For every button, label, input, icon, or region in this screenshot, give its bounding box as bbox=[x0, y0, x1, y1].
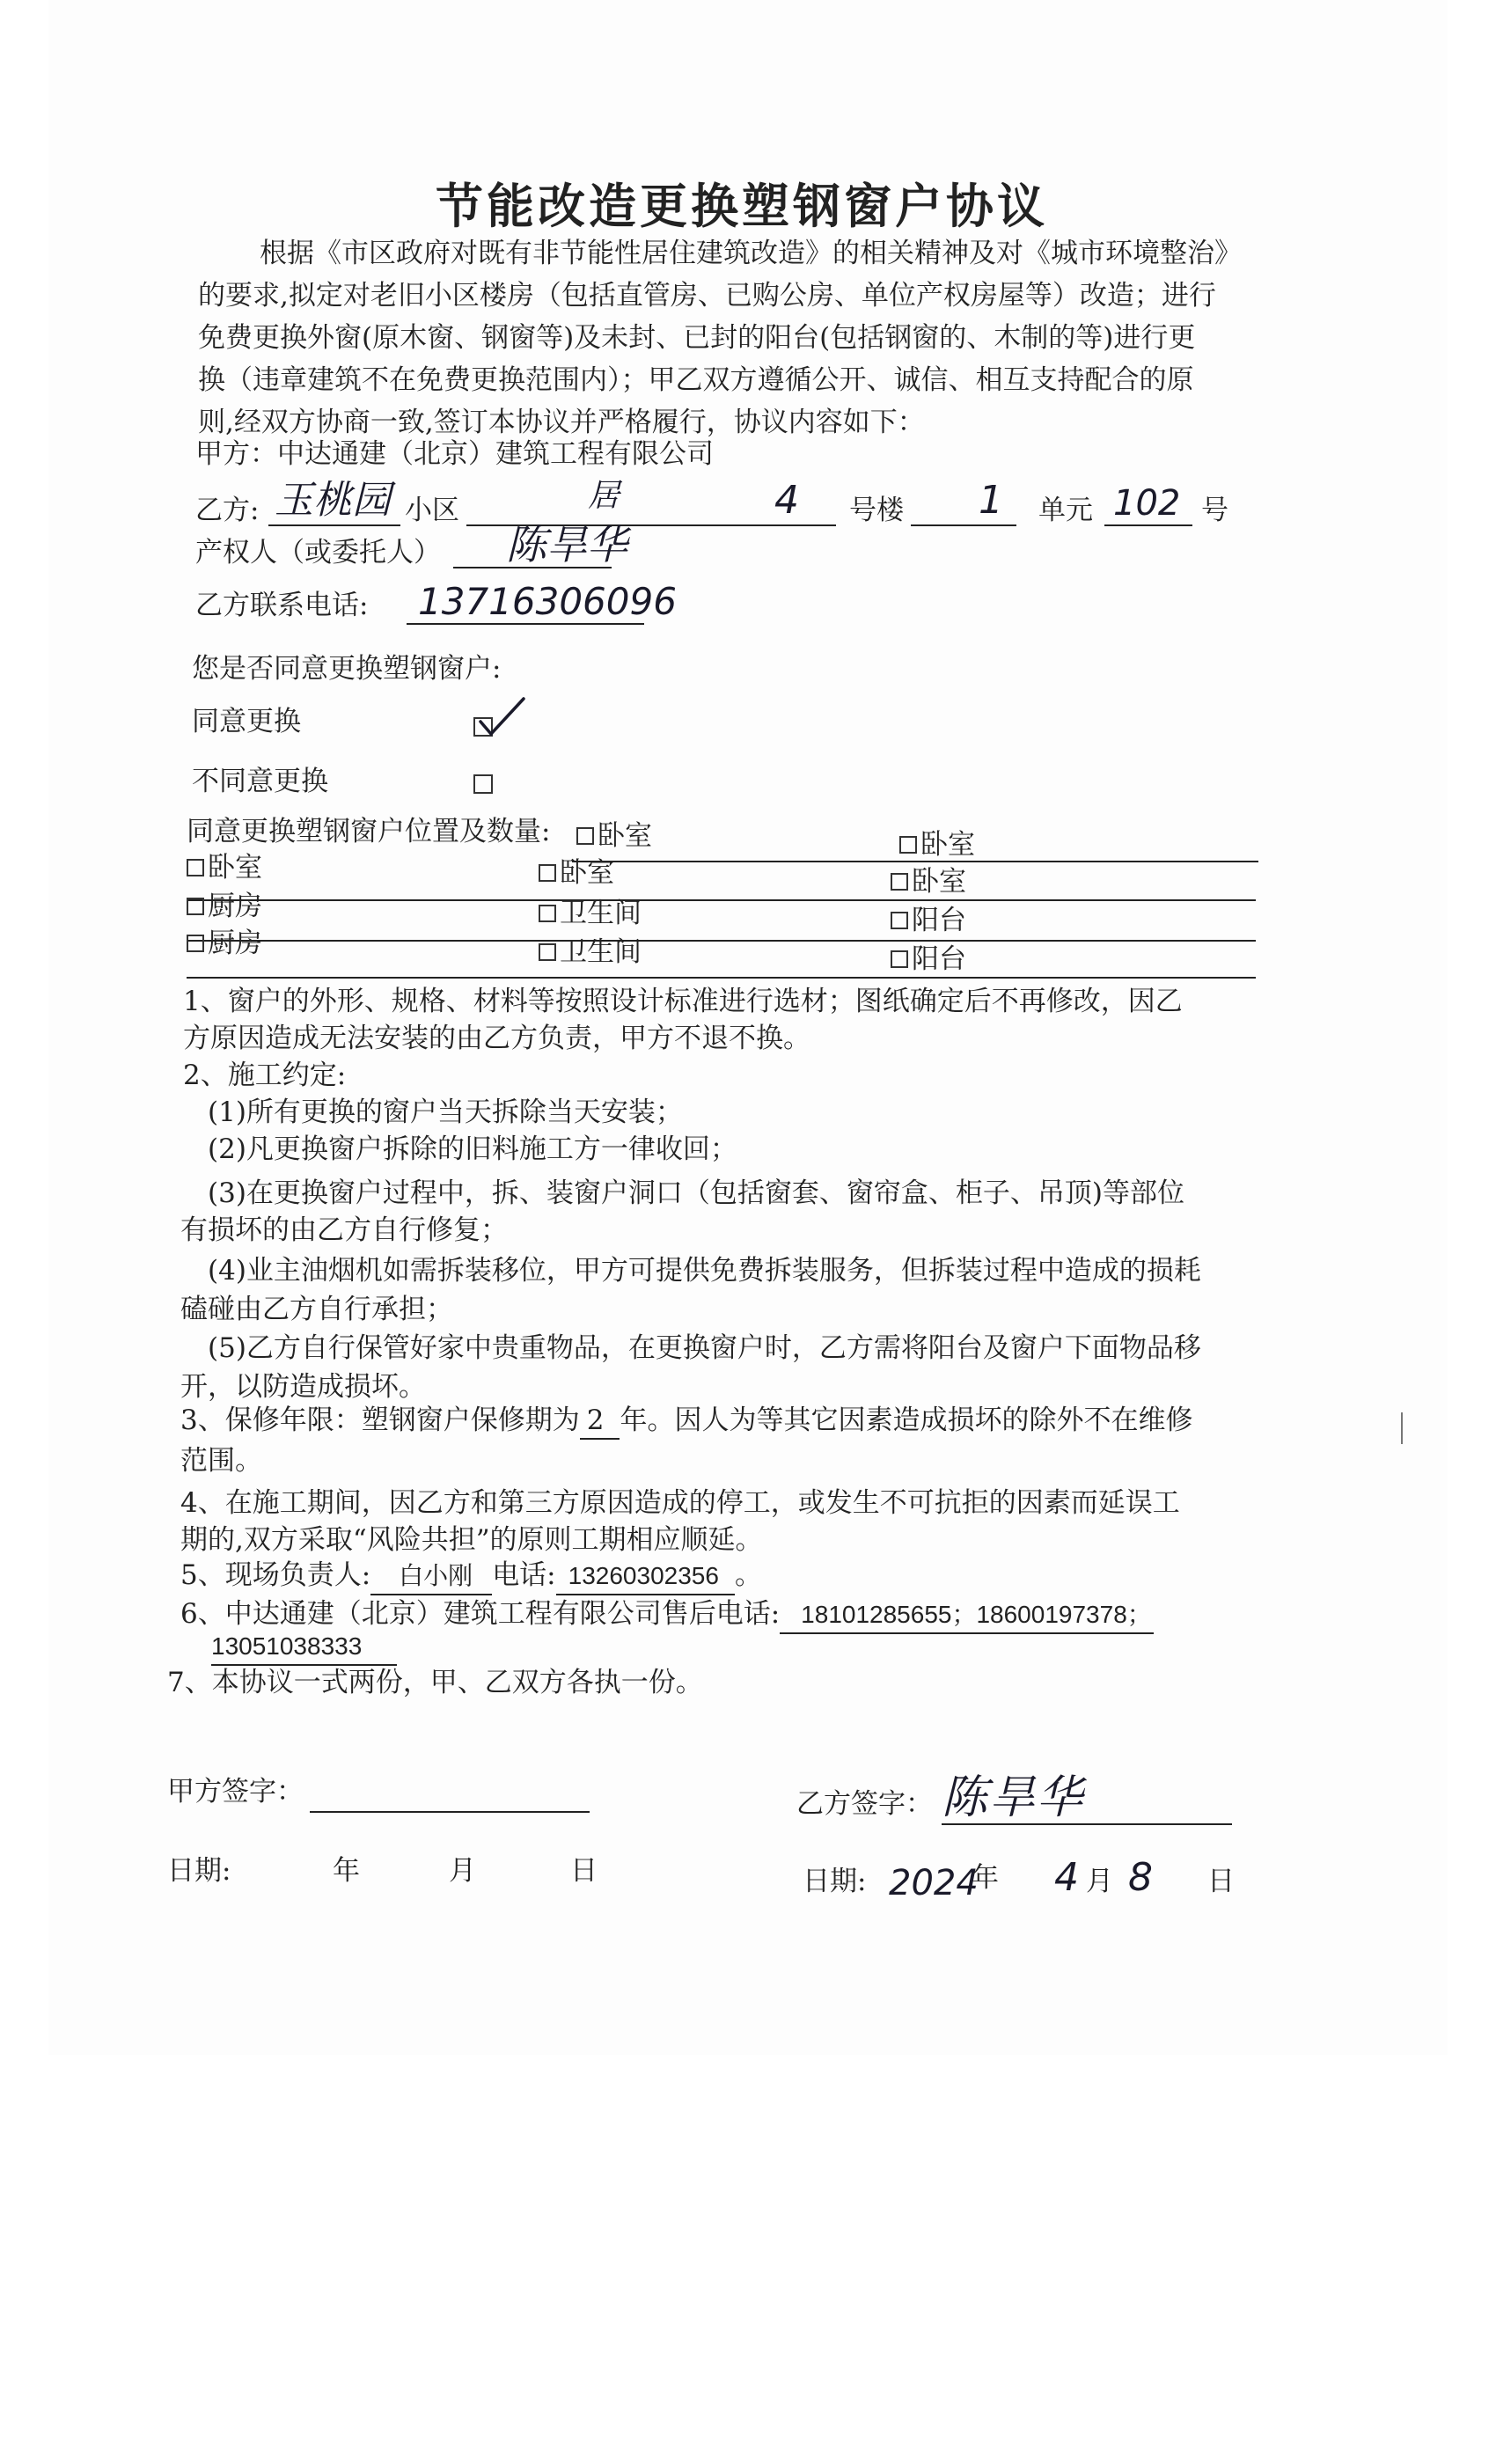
clause6-line-1: 6、中达通建（北京）建筑工程有限公司售后电话: 18101285655；18600197378； bbox=[180, 1596, 1154, 1634]
party-b-date-month: 月 bbox=[1086, 1866, 1113, 1897]
positions-line-3 bbox=[187, 940, 1256, 942]
party-b-signature-handwritten: 陈旱华 bbox=[942, 1771, 1085, 1824]
building-suffix: 号楼 bbox=[849, 495, 904, 526]
intro-line-3: 免费更换外窗(原木窗、钢窗等)及未封、已封的阳台(包括钢窗的、木制的等)进行更 bbox=[198, 322, 1196, 354]
phone-handwritten: 13716306096 bbox=[418, 580, 677, 623]
site-manager: 白小刚 bbox=[370, 1558, 492, 1595]
checkbox-icon[interactable] bbox=[891, 873, 908, 891]
party-a-date-month: 月 bbox=[449, 1855, 476, 1887]
party-a: 甲方：中达通建（北京）建筑工程有限公司 bbox=[195, 438, 714, 470]
party-b-date-day: 日 bbox=[1207, 1866, 1235, 1897]
checkbox-icon[interactable] bbox=[539, 943, 556, 961]
intro-line-2: 的要求,拟定对老旧小区楼房（包括直管房、已购公房、单位产权房屋等）改造；进行 bbox=[198, 280, 1216, 312]
check-mark-icon bbox=[475, 695, 528, 741]
after-sales-phones-2: 13051038333 bbox=[211, 1629, 397, 1666]
clause3-line-1: 3、保修年限：塑钢窗户保修期为 2 年。因人为等其它因素造成损坏的除外不在维修 bbox=[180, 1403, 1192, 1440]
intro-line-5: 则,经双方协商一致,签订本协议并严格履行，协议内容如下： bbox=[198, 407, 925, 438]
room-underline bbox=[1104, 524, 1192, 526]
clause4-line-2: 期的,双方采取“风险共担”的原则工期相应顺延。 bbox=[180, 1524, 763, 1556]
room-handwritten: 102 bbox=[1113, 483, 1181, 524]
community-underline bbox=[268, 524, 400, 526]
site-phone: 13260302356 bbox=[556, 1558, 735, 1595]
pos-r2-3: 卧室 bbox=[891, 864, 966, 899]
party-b-day-handwritten: 8 bbox=[1128, 1855, 1153, 1900]
pos-r4-1: 厨房 bbox=[187, 926, 262, 961]
party-a-date-year: 年 bbox=[333, 1855, 360, 1887]
pos-r4-2: 卫生间 bbox=[539, 935, 642, 970]
party-b-year-handwritten: 2024 bbox=[889, 1863, 979, 1903]
positions-label: 同意更换塑钢窗户位置及数量: bbox=[187, 816, 551, 847]
pos-r3-1: 厨房 bbox=[187, 889, 262, 924]
clause2-item-1: (1)所有更换的窗户当天拆除当天安装； bbox=[208, 1096, 683, 1128]
clause1-line-1: 1、窗户的外形、规格、材料等按照设计标准进行选材；图纸确定后不再修改，因乙 bbox=[183, 986, 1183, 1017]
clause4-line-1: 4、在施工期间，因乙方和第三方原因造成的停工，或发生不可抗拒的因素而延误工 bbox=[180, 1487, 1180, 1519]
pos-r3-3: 阳台 bbox=[891, 903, 966, 938]
pos-r4-3: 阳台 bbox=[891, 942, 966, 977]
question: 您是否同意更换塑钢窗户: bbox=[192, 653, 502, 685]
clause2-item-4-line-1: (4)业主油烟机如需拆装移位，甲方可提供免费拆装服务，但拆装过程中造成的损耗 bbox=[208, 1255, 1201, 1287]
positions-line-4 bbox=[187, 977, 1256, 979]
owner-name-handwritten: 陈旱华 bbox=[506, 521, 627, 568]
phone-underline bbox=[407, 623, 644, 625]
checkbox-icon[interactable] bbox=[576, 827, 594, 845]
checkbox-icon[interactable] bbox=[539, 864, 556, 882]
party-a-sign-label: 甲方签字： bbox=[167, 1776, 304, 1808]
pos-r2-2: 卧室 bbox=[539, 855, 614, 891]
clause6-line-2 bbox=[211, 1628, 397, 1666]
checkbox-icon[interactable] bbox=[891, 950, 908, 968]
positions-line-1 bbox=[572, 861, 1258, 862]
unit-suffix: 单元 bbox=[1038, 495, 1093, 526]
clause2-item-3-line-2: 有损坏的由乙方自行修复； bbox=[180, 1214, 508, 1246]
checkbox-icon[interactable] bbox=[891, 912, 908, 929]
after-sales-phones-1: 18101285655；18600197378； bbox=[780, 1597, 1154, 1634]
intro-line-1: 根据《市区政府对既有非节能性居住建筑改造》的相关精神及对《城市环境整治》 bbox=[260, 238, 1242, 269]
unit-underline bbox=[911, 524, 1016, 526]
community-handwritten: 玉桃园 bbox=[275, 478, 391, 523]
agree-label: 同意更换 bbox=[192, 706, 301, 737]
pos-r1-2: 卧室 bbox=[899, 827, 975, 862]
disagree-label: 不同意更换 bbox=[192, 766, 328, 797]
clause1-line-2: 方原因造成无法安装的由乙方负责，甲方不退不换。 bbox=[183, 1023, 810, 1054]
checkbox-icon[interactable] bbox=[187, 859, 204, 876]
disagree-checkbox[interactable] bbox=[473, 774, 493, 794]
party-b-sign-label: 乙方签字： bbox=[796, 1788, 933, 1820]
unit-handwritten: 1 bbox=[979, 478, 1003, 523]
party-a-sign-line bbox=[310, 1811, 590, 1813]
clause7: 7、本协议一式两份，甲、乙双方各执一份。 bbox=[167, 1667, 703, 1698]
clause2-item-2: (2)凡更换窗户拆除的旧料施工方一律收回； bbox=[208, 1133, 737, 1165]
room-suffix: 号 bbox=[1201, 495, 1228, 526]
positions-line-2 bbox=[187, 899, 1256, 901]
clause2-item-4-line-2: 磕碰由乙方自行承担； bbox=[180, 1294, 453, 1325]
clause2-item-3-line-1: (3)在更换窗户过程中，拆、装窗户洞口（包括窗套、窗帘盒、柜子、吊顶)等部位 bbox=[208, 1177, 1185, 1209]
scan-mark bbox=[1401, 1412, 1403, 1444]
checkbox-icon[interactable] bbox=[187, 898, 204, 915]
area-handwritten: 居 bbox=[588, 478, 620, 514]
party-b-date-label: 日期: bbox=[803, 1866, 867, 1897]
clause2-item-5-line-1: (5)乙方自行保管好家中贵重物品，在更换窗户时，乙方需将阳台及窗户下面物品移 bbox=[208, 1332, 1201, 1364]
checkbox-icon[interactable] bbox=[187, 935, 204, 952]
checkbox-icon[interactable] bbox=[539, 905, 556, 922]
clause2-item-5-line-2: 开，以防造成损坏。 bbox=[180, 1371, 426, 1403]
community-suffix: 小区 bbox=[405, 495, 459, 526]
clause2-heading: 2、施工约定: bbox=[183, 1060, 347, 1091]
document-title: 节能改造更换塑钢窗户协议 bbox=[436, 178, 1048, 234]
building-handwritten: 4 bbox=[774, 478, 799, 523]
party-b-month-handwritten: 4 bbox=[1054, 1855, 1079, 1900]
pos-r1-1: 卧室 bbox=[576, 818, 652, 854]
checkbox-icon[interactable] bbox=[899, 836, 917, 854]
party-a-date-day: 日 bbox=[570, 1855, 598, 1887]
party-b-label: 乙方: bbox=[195, 495, 260, 526]
warranty-years: 2 bbox=[580, 1403, 620, 1440]
phone-label: 乙方联系电话: bbox=[195, 590, 369, 621]
pos-r3-2: 卫生间 bbox=[539, 896, 642, 931]
party-a-date-label: 日期: bbox=[167, 1855, 231, 1887]
pos-r2-1: 卧室 bbox=[187, 850, 262, 885]
party-b-date-year: 年 bbox=[972, 1862, 999, 1894]
intro-line-4: 换（违章建筑不在免费更换范围内）；甲乙双方遵循公开、诚信、相互支持配合的原 bbox=[198, 364, 1194, 396]
owner-label: 产权人（或委托人） bbox=[195, 537, 441, 568]
clause3-line-2: 范围。 bbox=[180, 1445, 262, 1477]
clause5-line: 5、现场负责人: 白小刚 电话: 13260302356 。 bbox=[180, 1558, 762, 1595]
